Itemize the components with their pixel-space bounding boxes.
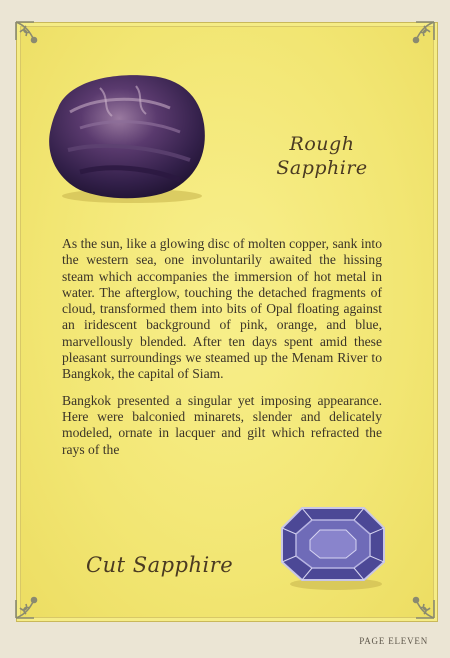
rough-sapphire-icon	[40, 68, 210, 204]
paragraph-1: As the sun, like a glowing disc of molten copper, sank into the western sea, one involuntarily awaited the hissing steam which accompanies the immersion of hot metal in water. The afterglow, touching the detached fragments of cloud, transformed them into bits of Opal floating against an iridescent background of pink, orange, and blue, marvellously blended. After ten days spent amid these pleasant surroundings we steamed up the Menam River to Bangkok, the capital of Siam.	[62, 236, 382, 382]
rough-caption-line2: Sapphire	[276, 157, 368, 179]
body-text	[62, 236, 382, 468]
cut-sapphire-icon	[272, 500, 392, 592]
rough-caption-line1: Rough	[289, 133, 355, 155]
fleur-ornament-icon	[394, 578, 438, 622]
fleur-ornament-icon	[12, 578, 56, 622]
fleur-ornament-icon	[394, 18, 438, 62]
cut-sapphire-caption: Cut Sapphire	[86, 553, 234, 577]
paragraph-2: Bangkok presented a singular yet imposing appearance. Here were balconied minarets, slender and delicately modeled, ornate in lacquer and gilt which refracted the rays of the	[62, 392, 382, 457]
rough-sapphire-caption	[262, 132, 382, 180]
page-number: PAGE ELEVEN	[359, 636, 428, 646]
fleur-ornament-icon	[12, 18, 56, 62]
